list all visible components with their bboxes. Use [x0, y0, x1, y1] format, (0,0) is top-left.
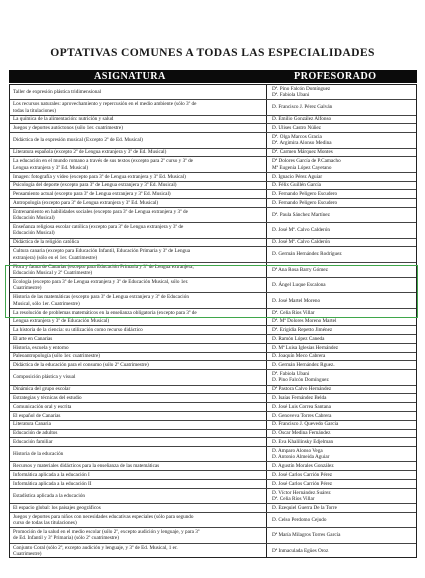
asignatura-cell: [13, 293, 263, 307]
profesorado-cell: [272, 462, 415, 470]
asignatura-text: La resolución de problemas matemáticos en la enseñanza obligatoria (excepto para 3º de: [13, 309, 197, 316]
profesorado-cell: [272, 412, 415, 420]
profesorado-cell: [272, 480, 415, 488]
profesorado-cell: [272, 309, 415, 317]
table-row: [10, 133, 416, 148]
asignatura-text: El arte en Canarias: [13, 335, 53, 342]
table-row: [10, 85, 416, 100]
profesorado-cell: [272, 247, 415, 261]
table-row: [10, 247, 416, 262]
table-row: [10, 480, 416, 489]
table-row: [10, 263, 416, 278]
profesorado-text: D. Agustín Morales González: [272, 463, 334, 470]
page-title: OPTATIVAS COMUNES A TODAS LAS ESPECIALIDADES: [50, 46, 375, 59]
profesorado-text: Dª. Fabiola Ubani: [272, 371, 310, 378]
asignatura-text: Educación de adultos: [13, 430, 58, 437]
profesorado-cell: [272, 386, 415, 394]
table-row: [10, 239, 416, 248]
profesorado-text: D. José Carlos Carrión Pérez: [272, 471, 333, 478]
table-row: [10, 318, 416, 327]
asignatura-text: Musical, sólo 1er. Cuatrimestre): [13, 300, 80, 307]
asignatura-text: Antropología (excepto para 3º de Lengua extranjera y 3º Ed. Musical): [13, 199, 159, 206]
profesorado-cell: [272, 100, 415, 114]
asignatura-text: Conjunto Coral (sólo 2º, excepto audición y lenguaje, y 3º de Ed. Musical, 1 er.: [13, 545, 178, 551]
profesorado-cell: [272, 344, 415, 352]
asignatura-text: Lengua extranjera y 3º Ed. Musical): [13, 164, 89, 171]
profesorado-text: D. Joaquín Meco Cabrera: [272, 353, 326, 360]
asignatura-text: Pensamiento actual (excepto para 3º de Lengua extranjera y 3º Ed. Musical): [13, 191, 171, 198]
profesorado-text: Dª. Celia Ríos Villar: [272, 495, 315, 502]
profesorado-text: D. Ángel Luque Escalona: [272, 282, 326, 289]
asignatura-cell: [13, 447, 263, 461]
profesorado-cell: [272, 116, 415, 124]
table-row: [10, 471, 416, 480]
profesorado-cell: [272, 471, 415, 479]
profesorado-text: Dª Inmaculada Egües Oroz: [272, 548, 329, 555]
profesorado-cell: [272, 223, 415, 237]
profesorado-text: D. Celso Perdomo Cejudo: [272, 516, 327, 523]
asignatura-cell: [13, 133, 263, 147]
asignatura-text: La historia de la ciencia: su utilización como recurso didáctico: [13, 327, 143, 334]
profesorado-text: D. José Mª. Calvo Calderón: [272, 227, 330, 234]
profesorado-cell: [272, 239, 415, 247]
asignatura-cell: [13, 309, 263, 317]
profesorado-cell: [272, 438, 415, 446]
table-row: [10, 335, 416, 344]
asignatura-text: El espacio global: los paisajes geográficos: [13, 504, 101, 511]
profesorado-text: D. Francisco J. Quevedo García: [272, 421, 339, 428]
asignatura-text: Educación Musical): [13, 215, 55, 222]
asignatura-text: La química de la alimentación: nutrición y salud: [13, 116, 114, 123]
asignatura-cell: [13, 513, 263, 527]
table-row: [10, 544, 416, 559]
profesorado-cell: [272, 208, 415, 222]
asignatura-cell: [13, 149, 263, 157]
asignatura-cell: [13, 239, 263, 247]
asignatura-cell: [13, 394, 263, 402]
table-row: [10, 149, 416, 158]
profesorado-cell: [272, 157, 415, 171]
profesorado-text: Dª Pastora Calvo Hernández: [272, 386, 332, 393]
table-row: [10, 394, 416, 403]
table-row: [10, 489, 416, 504]
asignatura-text: Lengua extranjera y 3º de Educación Musical): [13, 318, 110, 325]
profesorado-cell: [272, 544, 415, 559]
table-row: [10, 353, 416, 362]
table-row: [10, 190, 416, 199]
profesorado-cell: [272, 335, 415, 343]
profesorado-cell: [272, 362, 415, 370]
asignatura-cell: [13, 471, 263, 479]
profesorado-text: Dª María Milagros Torres García: [272, 532, 341, 539]
table-row: [10, 125, 416, 134]
profesorado-text: Dª. Olga Marcos Gracia: [272, 134, 322, 141]
profesorado-text: Dª. Argimira Alonso Medina: [272, 140, 332, 147]
profesorado-cell: [272, 430, 415, 438]
asignatura-text: Enseñanza religiosa escolar católica (excepto para 3º de Lengua extranjera y 3º de: [13, 224, 184, 231]
asignatura-cell: [13, 125, 263, 133]
profesorado-text: D. Óscar Medina Fernández: [272, 430, 331, 437]
table-row: [10, 100, 416, 115]
asignatura-cell: [13, 100, 263, 114]
table-row: [10, 362, 416, 371]
asignatura-text: todas la titulaciones): [13, 107, 56, 114]
asignatura-cell: [13, 199, 263, 207]
profesorado-text: D. José Mª. Calvo Calderón: [272, 239, 330, 246]
asignatura-text: Literatura Canaria: [13, 421, 51, 428]
profesorado-cell: [272, 149, 415, 157]
profesorado-text: Dª Dolores García de P.Camacho: [272, 158, 341, 165]
asignatura-text: Paleoantropología (sólo 1er. cuatrimestre): [13, 353, 101, 360]
asignatura-cell: [13, 353, 263, 361]
asignatura-text: Educación familiar: [13, 439, 53, 446]
asignatura-cell: [13, 480, 263, 488]
profesorado-cell: [272, 190, 415, 198]
profesorado-cell: [272, 293, 415, 307]
asignatura-text: Cultura canaria (excepto para Educación Infantil, Educación Primaria y 3º de Lengua: [13, 248, 191, 255]
asignatura-text: Promoción de la salud en el medio escolar (sólo 2º, excepto audición y lenguaje, y para 3º: [13, 529, 200, 536]
profesorado-text: D. Eva Khalilinsky Edjelman: [272, 439, 334, 446]
asignatura-text: Los recursos naturales: aprovechamiento y repercusión en el medio ambiente (sólo 3º de: [13, 101, 197, 108]
profesorado-text: D. José Martel Moreno: [272, 297, 321, 304]
asignatura-cell: [13, 362, 263, 370]
asignatura-text: extranjera) (sólo en el 1er. Cuatrimestre): [13, 254, 98, 261]
asignatura-text: Estrategias y técnicas del estudio: [13, 395, 82, 402]
profesorado-cell: [272, 125, 415, 133]
asignatura-cell: [13, 85, 263, 99]
asignatura-text: Estadística aplicada a la educación: [13, 492, 86, 499]
table-row: [10, 293, 416, 308]
table-row: [10, 412, 416, 421]
asignatura-text: Historia, escuela y entorno: [13, 344, 69, 351]
profesorado-cell: [272, 133, 415, 147]
asignatura-cell: [13, 528, 263, 542]
table-row: [10, 309, 416, 318]
asignatura-text: Didáctica de la educación para el consumo (sólo 2º Cuatrimestre): [13, 362, 149, 369]
profesorado-text: Dª. Erigidia Repetto Jiménez: [272, 327, 333, 334]
profesorado-text: Dª. Fabiola Ubani: [272, 92, 310, 99]
asignatura-text: Composición plástica y visual: [13, 374, 76, 381]
asignatura-text: Didáctica de la expresión musical (Excepto 2º de Ed. Musical): [13, 137, 143, 144]
asignatura-text: Psicología del deporte (excepto para 3º de Lengua extranjera y 3º Ed. Musical): [13, 182, 177, 189]
courses-table: [9, 84, 417, 558]
table-row: [10, 403, 416, 412]
asignatura-text: El español de Canarias: [13, 412, 61, 419]
table-row: [10, 344, 416, 353]
profesorado-cell: [272, 85, 415, 99]
asignatura-cell: [13, 318, 263, 326]
profesorado-cell: [272, 394, 415, 402]
table-row: [10, 370, 416, 385]
profesorado-text: Dª. Pino Falcón Domínguez: [272, 85, 331, 92]
table-row: [10, 182, 416, 191]
profesorado-text: D. Amparo Alonso Vega: [272, 447, 323, 454]
asignatura-text: Cuatrimestre): [13, 551, 42, 558]
profesorado-text: D. Ramón López Caneda: [272, 335, 325, 342]
profesorado-text: D. Fernando Peligero Escudero: [272, 199, 338, 206]
profesorado-text: D. Ezequiel Guerra De la Torre: [272, 504, 337, 511]
table-row: [10, 504, 416, 513]
asignatura-text: Dinámica del grupo escolar: [13, 386, 71, 393]
asignatura-text: Informática aplicada a la educación II: [13, 480, 92, 487]
profesorado-text: D. Pino Falcón Domínguez: [272, 377, 329, 384]
asignatura-cell: [13, 182, 263, 190]
profesorado-text: D. Isaías Fernández Belda: [272, 395, 327, 402]
profesorado-text: D. Félix Guillén García: [272, 182, 321, 189]
asignatura-cell: [13, 278, 263, 292]
asignatura-cell: [13, 438, 263, 446]
asignatura-cell: [13, 403, 263, 411]
profesorado-text: Dª. Celia Ríos Villar: [272, 309, 315, 316]
asignatura-text: Didáctica de la religión católica: [13, 239, 79, 246]
table-row: [10, 199, 416, 208]
table-row: [10, 438, 416, 447]
table-row: [10, 421, 416, 430]
asignatura-cell: [13, 223, 263, 237]
asignatura-cell: [13, 421, 263, 429]
asignatura-text: Juegos y deportes autóctonos (sólo 1er. cuatrimestre): [13, 125, 123, 132]
profesorado-cell: [272, 199, 415, 207]
table-row: [10, 116, 416, 125]
asignatura-text: Informática aplicada a la educación I: [13, 471, 90, 478]
profesorado-text: D. Fernando Peligero Escudero: [272, 191, 338, 198]
table-row: [10, 447, 416, 462]
asignatura-text: Juegos y deportes para niños con necesidades educativas especiales (sólo para segundo: [13, 513, 194, 520]
table-row: [10, 513, 416, 528]
table-row: [10, 462, 416, 471]
asignatura-cell: [13, 386, 263, 394]
asignatura-text: Imagen: fotografía y vídeo (excepto para 3º de Lengua extranjera y 3º Ed. Musical): [13, 173, 186, 180]
asignatura-text: Recursos y materiales didácticos para la enseñanza de las matemáticas: [13, 463, 160, 470]
profesorado-text: D. Genoveva Torres Cabrera: [272, 412, 332, 419]
asignatura-text: Cuatrimestre): [13, 285, 42, 292]
asignatura-cell: [13, 489, 263, 503]
table-row: [10, 173, 416, 182]
table-row: [10, 430, 416, 439]
asignatura-cell: [13, 190, 263, 198]
profesorado-cell: [272, 504, 415, 512]
table-header: [9, 70, 417, 83]
profesorado-cell: [272, 370, 415, 384]
profesorado-cell: [272, 263, 415, 277]
asignatura-text: Educación Musical): [13, 230, 55, 237]
profesorado-text: Mª Eugenia López Cayetano: [272, 164, 332, 171]
profesorado-text: D. Germán Hernández Rodríguez: [272, 251, 342, 258]
profesorado-cell: [272, 182, 415, 190]
asignatura-cell: [13, 462, 263, 470]
asignatura-cell: [13, 344, 263, 352]
asignatura-text: de Ed. Infantil y 3º Primaria) (sólo 2º cuatrimestre): [13, 535, 119, 542]
table-row: [10, 157, 416, 172]
profesorado-text: D. Ignacio Pérez Aguiar: [272, 173, 323, 180]
profesorado-text: D. Antonio Almeida Aguiar: [272, 454, 330, 461]
asignatura-cell: [13, 247, 263, 261]
header-asignatura: ASIGNATURA: [94, 71, 166, 82]
profesorado-text: D. José Luis Correa Santana: [272, 403, 331, 410]
asignatura-cell: [13, 326, 263, 334]
profesorado-text: Dª Ana Rosa Barry Gómez: [272, 266, 328, 273]
table-row: [10, 278, 416, 293]
profesorado-cell: [272, 528, 415, 542]
asignatura-cell: [13, 430, 263, 438]
profesorado-text: D. Mª Luisa Iglesias Hernández: [272, 344, 339, 351]
profesorado-text: D. Germán Hernández Rguez.: [272, 362, 335, 369]
asignatura-cell: [13, 263, 263, 277]
profesorado-cell: [272, 403, 415, 411]
asignatura-cell: [13, 157, 263, 171]
asignatura-cell: [13, 370, 263, 384]
table-row: [10, 528, 416, 543]
asignatura-text: Historia de la educación: [13, 451, 64, 458]
asignatura-text: Comunicación oral y escrita: [13, 403, 72, 410]
table-row: [10, 386, 416, 395]
profesorado-text: D. Emilio González Alfonso: [272, 116, 332, 123]
profesorado-cell: [272, 173, 415, 181]
table-row: [10, 208, 416, 223]
profesorado-cell: [272, 326, 415, 334]
profesorado-cell: [272, 447, 415, 461]
profesorado-cell: [272, 278, 415, 292]
profesorado-text: D. Francisco J. Pérez Galván: [272, 104, 333, 111]
asignatura-text: Taller de expresión plástica tridimensional: [13, 89, 102, 96]
table-row: [10, 326, 416, 335]
asignatura-cell: [13, 504, 263, 512]
asignatura-cell: [13, 335, 263, 343]
profesorado-cell: [272, 318, 415, 326]
asignatura-text: curso de todas las titulaciones): [13, 520, 77, 527]
asignatura-cell: [13, 412, 263, 420]
asignatura-cell: [13, 173, 263, 181]
header-profesorado: PROFESORADO: [294, 71, 377, 82]
profesorado-text: D. José Carlos Carrión Pérez: [272, 480, 333, 487]
asignatura-text: Flora y fauna de Canarias (excepto para Educación Primaria y 3º de Lengua extranjera,: [13, 263, 194, 270]
profesorado-cell: [272, 489, 415, 503]
asignatura-text: Historia de las matemáticas (excepto para 3º de Lengua extranjera y 3º de Educación: [13, 294, 189, 301]
profesorado-text: D. Víctor Hernández Suárez: [272, 489, 331, 496]
asignatura-text: Educación Musical y 2º Cuatrimestre): [13, 269, 93, 276]
profesorado-text: Dª. Carmen Márquez Montes: [272, 149, 333, 156]
asignatura-text: Literatura española (excepto 2º de Lengua extranjera y 3º de Ed. Musical): [13, 149, 167, 156]
profesorado-text: Dª. Paula Sánchez Martínez: [272, 211, 330, 218]
asignatura-text: La educación en el mundo romano a través de sus textos (excepto para 2º curso y 3º de: [13, 158, 193, 165]
profesorado-text: D. Ulises Castro Núñez: [272, 125, 321, 132]
asignatura-cell: [13, 116, 263, 124]
table-row: [10, 223, 416, 238]
profesorado-cell: [272, 353, 415, 361]
asignatura-text: Ecología (excepto para 3º de Lengua extranjera y 3º de Educación Musical, sólo 1er.: [13, 278, 189, 285]
profesorado-cell: [272, 421, 415, 429]
asignatura-cell: [13, 208, 263, 222]
profesorado-text: Dª. Mª Dolores Moreno Martel: [272, 318, 337, 325]
asignatura-cell: [13, 544, 263, 559]
profesorado-cell: [272, 513, 415, 527]
asignatura-text: Entrenamiento en habilidades sociales (excepto para 3º de Lengua extranjera y 3º de: [13, 208, 188, 215]
